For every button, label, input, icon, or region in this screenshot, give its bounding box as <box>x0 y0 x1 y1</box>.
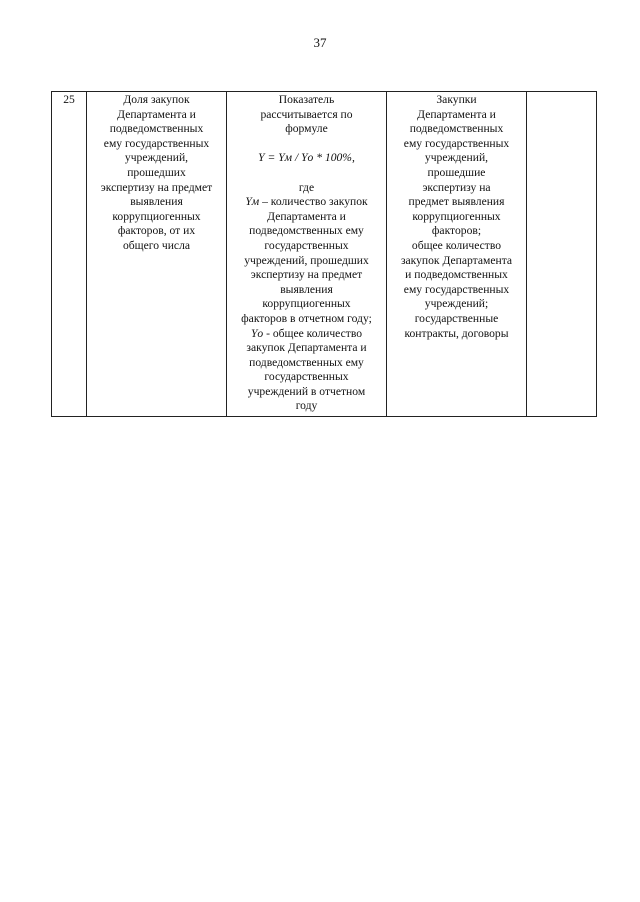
row-number-cell <box>52 92 87 417</box>
name-line: коррупциогенных <box>112 209 201 223</box>
method-intro-line: Показатель <box>278 93 335 106</box>
source-line: и подведомственных <box>405 268 508 282</box>
source-line: контракты, договоры <box>404 326 509 340</box>
ym-line: коррупциогенных <box>262 297 351 311</box>
name-line: ему государственных <box>103 136 210 150</box>
ym-definition-start: – количество закупок <box>259 195 368 209</box>
ym-line: Департамента и <box>267 209 346 223</box>
name-line: подведомственных <box>109 122 204 136</box>
method-intro-line: рассчитывается по <box>260 107 353 121</box>
source-line: коррупциогенных <box>412 209 501 223</box>
yo-line: закупок Департамента и <box>246 341 367 355</box>
data-source-cell <box>387 92 527 417</box>
row-number: 25 <box>63 93 75 106</box>
name-line: факторов, от их <box>117 224 196 238</box>
page-number: 37 <box>313 35 327 50</box>
yo-definition-line <box>229 327 384 342</box>
name-line: общего числа <box>122 238 191 252</box>
name-line: выявления <box>130 195 183 209</box>
source-line: прошедшие <box>427 165 486 179</box>
source-line: ему государственных <box>403 282 510 296</box>
source-line: Закупки <box>436 93 477 106</box>
ym-line: экспертизу на предмет <box>250 268 363 282</box>
formula: Y = Yм / Yо * 100%, <box>258 151 355 165</box>
name-line: экспертизу на предмет <box>100 180 213 194</box>
source-line: факторов; <box>431 224 482 238</box>
calculation-method-cell <box>227 92 387 417</box>
source-line: Департамента и <box>417 107 496 121</box>
yo-line: государственных <box>264 370 349 384</box>
where-label: где <box>298 180 315 194</box>
yo-line: учреждений в отчетном <box>247 384 366 398</box>
yo-line: году <box>295 399 318 413</box>
ym-line: выявления <box>280 282 333 296</box>
source-line: подведомственных <box>409 122 504 136</box>
source-line: учреждений, <box>424 151 489 165</box>
source-line: общее количество <box>411 238 502 252</box>
source-line: закупок Департамента <box>400 253 513 267</box>
name-line: учреждений, <box>124 151 189 165</box>
ym-line: факторов в отчетном году; <box>241 311 372 325</box>
name-line: Доля закупок <box>123 93 190 106</box>
ym-definition-line <box>229 195 384 210</box>
name-line: Департамента и <box>117 107 196 121</box>
yo-symbol: Yо <box>250 326 264 340</box>
yo-definition-start: - общее количество <box>263 326 363 340</box>
spacer <box>229 166 384 181</box>
indicator-name-cell <box>87 92 227 417</box>
ym-line: подведомственных ему <box>249 224 364 238</box>
ym-line: учреждений, прошедших <box>244 253 369 267</box>
spacer <box>229 137 384 152</box>
indicator-table <box>51 91 597 417</box>
source-line: экспертизу на <box>422 180 491 194</box>
note-cell <box>527 92 597 417</box>
name-line: прошедших <box>127 165 186 179</box>
source-line: учреждений; <box>424 297 489 311</box>
ym-symbol: Yм <box>245 195 260 209</box>
method-intro-line: формуле <box>285 122 328 136</box>
source-line: предмет выявления <box>408 195 505 209</box>
ym-line: государственных <box>264 238 349 252</box>
source-line: государственные <box>414 311 499 325</box>
source-line: ему государственных <box>403 136 510 150</box>
table-row <box>52 92 597 417</box>
yo-line: подведомственных ему <box>249 355 364 369</box>
